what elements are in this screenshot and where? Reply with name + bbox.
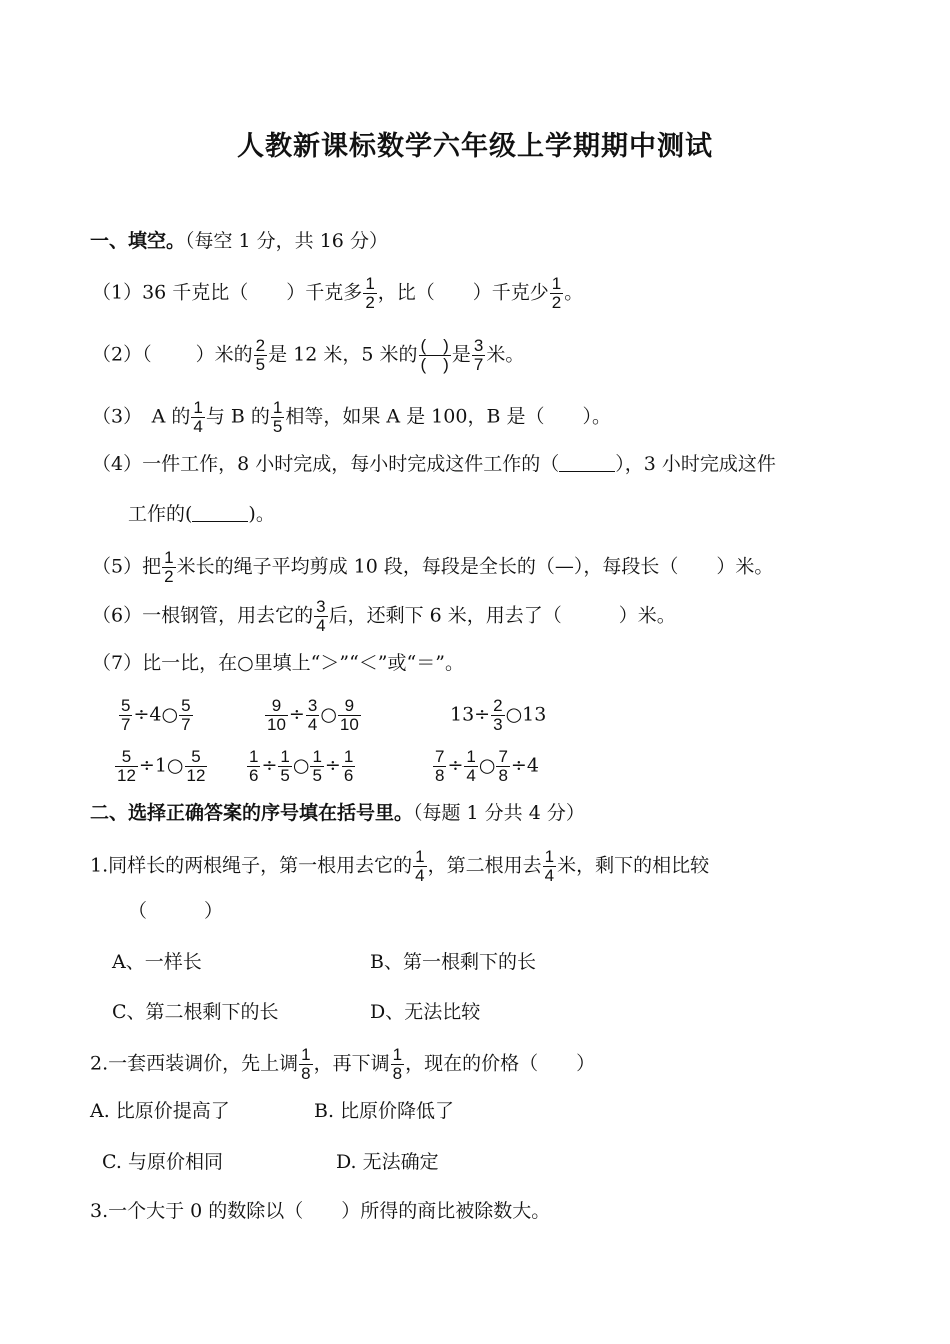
fraction-denominator: 6: [249, 766, 259, 785]
q4-text-a: （4）一件工作，8 小时完成，每小时完成这件工作的（: [92, 453, 560, 475]
cq2-text-b: ，再下调: [313, 1052, 390, 1075]
q3-text-b: 与 B 的: [205, 405, 270, 428]
compare-r1c3: [450, 697, 546, 734]
fraction: [306, 697, 319, 734]
fraction-denominator: 10: [339, 715, 359, 734]
fraction: [338, 697, 361, 734]
cq2-text-c: ，现在的价格（ ）: [405, 1052, 596, 1075]
fraction: [391, 1046, 404, 1083]
q1-text-b: ，比（ ）千克少: [377, 281, 549, 304]
q5-text-a: （5）把: [92, 555, 162, 578]
q3-text-c: 相等，如果 A 是 100，B 是（ ）。: [285, 405, 611, 428]
fraction: [496, 748, 509, 785]
section1-note: （每空 1 分，共 16 分）: [185, 230, 388, 252]
fraction-numerator: 1: [164, 548, 174, 567]
fraction-numerator: 1: [312, 747, 322, 766]
q4-text-c: 工作的(: [128, 503, 193, 525]
fraction-numerator: 5: [121, 696, 131, 715]
q2-text-a: （2）（ ）米的: [92, 343, 253, 366]
fraction: [363, 275, 376, 312]
fraction-denominator: 2: [365, 293, 375, 312]
fraction: [550, 275, 563, 312]
cq1-option-c[interactable]: C、第二根剩下的长: [112, 1001, 279, 1023]
section2-note: （每题 1 分共 4 分）: [413, 802, 585, 824]
question-1-2: [92, 337, 524, 374]
fraction: [472, 337, 485, 374]
fraction-denominator: 4: [544, 866, 555, 885]
fraction-denominator: 7: [181, 715, 191, 734]
fraction-denominator: 8: [435, 766, 445, 785]
fraction-denominator: 4: [193, 417, 203, 436]
fraction: [543, 848, 556, 885]
compare-op: ÷: [288, 703, 305, 726]
answer-blank[interactable]: [559, 459, 615, 472]
q2-text-c: 是: [451, 343, 471, 366]
cq2-option-a[interactable]: A. 比原价提高了: [90, 1100, 230, 1122]
fraction-numerator: 5: [185, 748, 208, 767]
fraction-denominator: 12: [117, 766, 136, 785]
fraction: [185, 748, 208, 785]
fraction-denominator: 5: [312, 766, 322, 785]
page-title: 人教新课标数学六年级上学期期中测试: [237, 131, 713, 162]
compare-r2c2: [246, 748, 356, 785]
answer-blank[interactable]: [192, 509, 248, 522]
cq1-option-a[interactable]: A、一样长: [112, 951, 202, 973]
fraction-numerator: 1: [249, 747, 259, 766]
fraction: [342, 748, 355, 785]
q6-text-b: 后，还剩下 6 米，用去了（ ）米。: [328, 604, 676, 627]
fraction-denominator: 4: [307, 715, 318, 734]
q4-text-d: )。: [248, 503, 275, 525]
fraction: [179, 697, 192, 734]
fraction-numerator: 1: [392, 1045, 403, 1064]
fraction: [310, 748, 323, 785]
fraction-denominator: 10: [267, 715, 286, 734]
fraction-numerator: 3: [316, 597, 326, 616]
q7-text-a: （7）比一比，在○里填上“＞”“＜”或“＝”。: [92, 652, 464, 674]
blank-numerator: ( ): [420, 336, 449, 355]
fraction-denominator: 7: [473, 355, 484, 374]
fraction: [119, 697, 132, 734]
fraction-numerator: 1: [365, 274, 375, 293]
fraction: [191, 399, 204, 436]
fraction: [115, 748, 138, 785]
cq1-text-b: ，第二根用去: [427, 854, 542, 877]
question-1-3: [92, 399, 611, 436]
fraction-denominator: 5: [280, 766, 290, 785]
choice-question-1: [90, 848, 709, 885]
fraction-numerator: 1: [551, 274, 562, 293]
compare-op: ÷: [324, 754, 341, 777]
fraction-numerator: 9: [265, 697, 288, 716]
fraction-denominator: 4: [415, 866, 425, 885]
question-1-4: [92, 452, 776, 476]
section1-title: 一、填空。: [90, 230, 186, 252]
fraction-denominator: 7: [121, 715, 131, 734]
compare-op: ○: [292, 754, 310, 777]
fraction-denominator: 2: [551, 293, 562, 312]
fraction-denominator: 8: [392, 1064, 403, 1083]
fraction: [254, 337, 267, 374]
blank-fraction: [419, 337, 451, 374]
compare-op: ÷: [261, 754, 278, 777]
fraction-denominator: 4: [466, 766, 476, 785]
fraction-denominator: 8: [301, 1064, 311, 1083]
compare-op: ÷4○: [133, 703, 179, 726]
fraction-denominator: 5: [272, 417, 283, 436]
fraction: [265, 697, 288, 734]
cq2-text-a: 2.一套西装调价，先上调: [90, 1052, 299, 1075]
fraction: [433, 748, 446, 785]
fraction-denominator: 3: [493, 715, 503, 734]
fraction-numerator: 9: [338, 697, 361, 716]
cq1-option-b[interactable]: B、第一根剩下的长: [370, 951, 536, 973]
fraction-numerator: 1: [343, 747, 354, 766]
fraction-denominator: 6: [343, 766, 354, 785]
q2-text-d: 米。: [486, 343, 525, 366]
question-1-7: [92, 651, 464, 675]
fraction-numerator: 5: [181, 696, 191, 715]
fraction-denominator: 5: [255, 355, 266, 374]
fraction-numerator: 1: [415, 847, 425, 866]
fraction-denominator: 2: [164, 567, 174, 586]
fraction: [314, 598, 327, 635]
fraction-numerator: 1: [301, 1045, 311, 1064]
fraction-numerator: 2: [493, 696, 503, 715]
blank-denominator: ( ): [420, 355, 449, 374]
fraction: [413, 848, 426, 885]
fraction-numerator: 1: [466, 747, 476, 766]
fraction-numerator: 3: [473, 336, 484, 355]
fraction-numerator: 7: [498, 747, 508, 766]
fraction: [271, 399, 284, 436]
fraction-numerator: 2: [255, 336, 266, 355]
fraction-numerator: 1: [544, 847, 555, 866]
compare-op: ○: [320, 703, 337, 726]
q2-text-b: 是 12 米，5 米的: [268, 343, 418, 366]
choice-question-3: 3.一个大于 0 的数除以（ ）所得的商比被除数大。: [90, 1200, 551, 1222]
fraction-numerator: 1: [272, 398, 283, 417]
fraction: [278, 748, 291, 785]
q4-text-b: ），3 小时完成这件: [615, 453, 776, 475]
q3-text-a: （3） A 的: [92, 405, 191, 428]
cq1-answer-paren[interactable]: （ ）: [128, 900, 224, 922]
cq1-text-c: 米，剩下的相比较: [557, 854, 710, 877]
q6-text-a: （6）一根钢管，用去它的: [92, 604, 314, 627]
section2-title: 二、选择正确答案的序号填在括号里。: [90, 802, 414, 824]
cq2-option-d[interactable]: D. 无法确定: [336, 1151, 439, 1173]
fraction-numerator: 1: [193, 398, 203, 417]
q1-text-a: （1）36 千克比（ ）千克多: [92, 281, 363, 304]
fraction-denominator: 12: [186, 766, 206, 785]
fraction-denominator: 8: [498, 766, 508, 785]
compare-op: ○13: [505, 703, 547, 726]
fraction: [464, 748, 477, 785]
q5-text-b: 米长的绳子平均剪成 10 段，每段是全长的（—），每段长（ ）米。: [176, 555, 774, 578]
fraction: [162, 549, 175, 586]
compare-op: ○: [478, 754, 496, 777]
cq1-text-a: 1.同样长的两根绳子，第一根用去它的: [90, 854, 413, 877]
fraction: [247, 748, 260, 785]
choice-question-2: [90, 1046, 595, 1083]
fraction: [299, 1046, 312, 1083]
fraction-numerator: 1: [280, 747, 290, 766]
q1-text-c: 。: [564, 281, 584, 304]
compare-r1c1: [118, 697, 194, 734]
fraction: [491, 697, 504, 734]
question-1-5: [92, 549, 773, 586]
compare-r1c2: [264, 697, 362, 734]
cq2-option-b[interactable]: B. 比原价降低了: [314, 1100, 455, 1122]
question-1-1: [92, 275, 583, 312]
compare-r2c3: [432, 748, 539, 785]
fraction-numerator: 7: [435, 747, 445, 766]
compare-r2c1: [114, 748, 208, 785]
fraction-numerator: 3: [307, 696, 318, 715]
fraction-denominator: 4: [316, 616, 326, 635]
section2-heading: [90, 801, 585, 825]
fraction-numerator: 5: [115, 748, 138, 767]
compare-op: ÷4: [510, 754, 539, 777]
compare-op: ÷1○: [138, 754, 184, 777]
cq1-option-d[interactable]: D、无法比较: [370, 1001, 481, 1023]
question-1-4-cont: [128, 502, 275, 526]
compare-op: 13÷: [450, 703, 491, 726]
section1-heading: [90, 229, 388, 253]
cq2-option-c[interactable]: C. 与原价相同: [102, 1151, 223, 1173]
question-1-6: [92, 598, 676, 635]
compare-op: ÷: [447, 754, 464, 777]
